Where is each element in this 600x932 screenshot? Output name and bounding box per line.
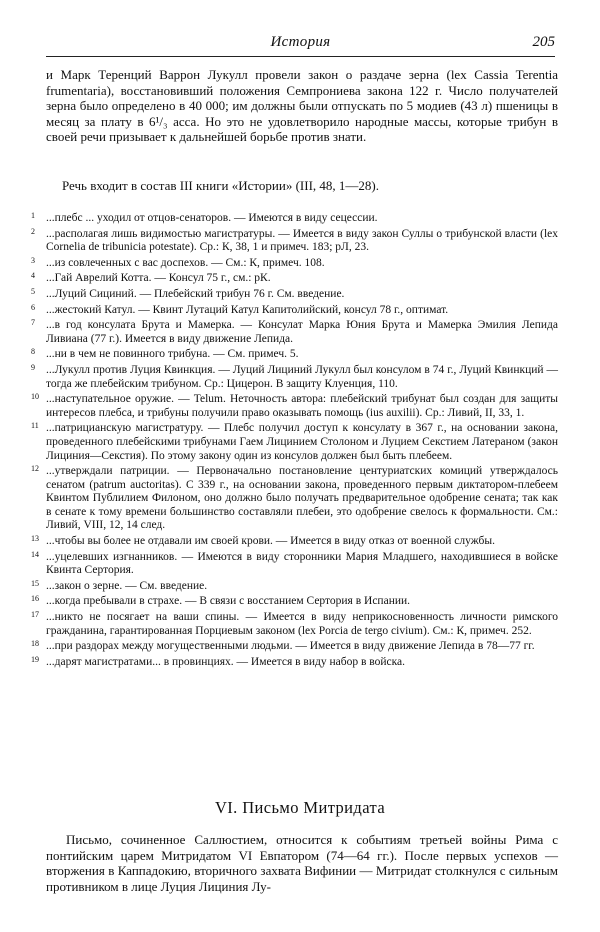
endnote-number: 6 <box>31 302 35 312</box>
endnote-text: ...располагая лишь видимостью магистратуры. — Имеется в виду закон Суллы о трибунской власти (lex Cornelia de tribunicia potestate). Ср.: К, 38, 1 и примеч. 183; рЛ, 23. <box>46 227 558 254</box>
endnote-number: 2 <box>31 226 35 236</box>
section-paragraph: Письмо, сочиненное Саллюстием, относится к событиям третьей войны Рима с понтийским царем Митридатом VI Евпатором (74—64 гг.). После первых успехов — вторжения в Каппадокию, вторичного захвата Вифинии — Митридат столкнулся с сильным противником в лице Луция Лициния Лу- <box>46 832 558 894</box>
endnote-text: ...при раздорах между могущественными людьми. — Имеется в виду движение Лепида в 78—77 гг. <box>46 640 535 653</box>
endnote <box>31 228 558 255</box>
endnote-text: ...из совлеченных с вас доспехов. — См.: К, примеч. 108. <box>46 256 325 269</box>
endnote-text: ...наступательное оружие. — Telum. Неточность автора: плебейский трибунат был создан для защиты интересов плебса, и трибуны получили право оказывать помощь (ius auxilii). Ср.: Ливий, II, 33, 1. <box>46 393 558 419</box>
endnote-number: 13 <box>31 534 39 544</box>
endnote-number: 17 <box>31 610 39 620</box>
endnote <box>31 422 558 463</box>
endnote-number: 4 <box>31 271 35 281</box>
endnote-number: 14 <box>31 549 39 559</box>
endnote-text: ...ни в чем не повинного трибуна. — См. примеч. 5. <box>46 348 299 361</box>
endnote <box>31 640 558 654</box>
body-paragraph-1: и Марк Теренций Варрон Лукулл провели закон о раздаче зерна (lex Cassia Terentia frumentaria), восстановивший положения Семпрониева закона 122 г. Число получателей зерна было определено в 40 000; им должны были отпускать по 5 модиев (43 л) пшеницы в месяц за плату в 6¹/₃ асса. Но это не удовлетворило народные массы, которые трибун в своей речи призывает к дальнейшей борьбе против знати. <box>46 67 558 144</box>
endnote-number: 5 <box>31 286 35 296</box>
endnote-text: ...когда пребывали в страхе. — В связи с восстанием Сертория в Испании. <box>46 595 411 608</box>
running-title: История <box>270 34 331 50</box>
endnote-text: ...патрицианскую магистратуру. — Плебс получил доступ к консулату в 367 г., на основании закона, проведенного плебейскими трибунами Гаем Лицинием Столоном и Луцием Секстием Латераном (закон Лициния—Секстия). По этому закону один из консулов должен был быть плебеем. <box>46 422 558 462</box>
section-heading: VI. Письмо Митридата <box>214 798 386 817</box>
endnote-number: 16 <box>31 594 39 604</box>
endnote-number: 7 <box>31 318 35 328</box>
endnote-text: ...жестокий Катул. — Квинт Лутаций Катул Капитолийский, консул 78 г., оптимат. <box>46 303 449 316</box>
endnote-number: 1 <box>31 211 35 220</box>
endnote <box>31 348 558 362</box>
endnote <box>31 551 558 578</box>
endnote-text: ...в год консулата Брута и Мамерка. — Консулат Марка Юния Брута и Мамерка Эмилия Лепида Ливиана (77 г.). Имеется в виду движение Лепида. <box>46 319 558 345</box>
endnote-text: ...уцелевших изгнанников. — Имеются в виду сторонники Мария Младшего, находившиеся в войске Квинта Сертория. <box>46 550 558 577</box>
endnote <box>31 257 558 271</box>
endnotes-list <box>31 212 558 671</box>
endnote-number: 19 <box>31 654 39 664</box>
endnote <box>31 535 558 549</box>
endnote <box>31 272 558 286</box>
endnote <box>31 595 558 609</box>
endnote-number: 15 <box>31 578 39 588</box>
body-paragraph-2: Речь входит в состав III книги «Истории» (III, 48, 1—28). <box>62 178 379 193</box>
endnote-number: 11 <box>31 421 39 431</box>
endnote-number: 9 <box>31 362 35 372</box>
endnote-number: 3 <box>31 255 35 265</box>
endnote <box>31 364 558 391</box>
endnote-text: ...плебс ... уходил от отцов-сенаторов. — Имеются в виду сецессии. <box>46 212 378 224</box>
endnote-number: 10 <box>31 392 39 402</box>
running-header <box>46 30 555 57</box>
endnote <box>31 611 558 638</box>
endnote <box>31 212 558 226</box>
endnote-number: 8 <box>31 347 35 357</box>
endnote <box>31 465 558 533</box>
endnote-text: ...никто не посягает на ваши спины. — Имеется в виду неприкосновенность личности римского гражданина, гарантированная Порциевым законом (lex Porcia de tergo civium). См.: К, примеч. 252. <box>46 611 558 637</box>
endnote <box>31 319 558 346</box>
endnote-text: ...Луций Сициний. — Плебейский трибун 76 г. См. введение. <box>46 287 345 300</box>
endnote-text: ...Гай Аврелий Котта. — Консул 75 г., см.: рК. <box>46 272 271 285</box>
endnote <box>31 288 558 302</box>
endnote-text: ...Лукулл против Луция Квинкция. — Луций Лициний Лукулл был консулом в 74 г., Луций Квинкций — тогда же плебейским трибуном. Ср.: Цицерон. В защиту Клуенция, 110. <box>46 363 558 390</box>
endnote <box>31 393 558 420</box>
page-number: 205 <box>532 34 555 50</box>
endnote <box>31 580 558 594</box>
endnote-number: 12 <box>31 464 39 474</box>
endnote-text: ...закон о зерне. — См. введение. <box>46 579 208 592</box>
endnote-number: 18 <box>31 639 39 649</box>
endnote <box>31 656 558 670</box>
endnote-text: ...утверждали патриции. — Первоначально постановление центуриатских комиций утверждалось сенатом (patrum auctoritas). С 339 г., на основании закона, проведенного первым диктатором-плебеем Квинтом Публилием Филоном, оно должно было получать предварительное одобрение сената; так как в сенате к тому времени большинство составляли плебеи, это одобрение свелось к формальности. См.: Ливий, VIII, 12, 14 след. <box>46 465 558 532</box>
endnote-text: ...чтобы вы более не отдавали им своей крови. — Имеется в виду отказ от военной службы. <box>46 535 495 548</box>
endnote-text: ...дарят магистратами... в провинциях. — Имеется в виду набор в войска. <box>46 655 406 668</box>
endnote <box>31 304 558 318</box>
